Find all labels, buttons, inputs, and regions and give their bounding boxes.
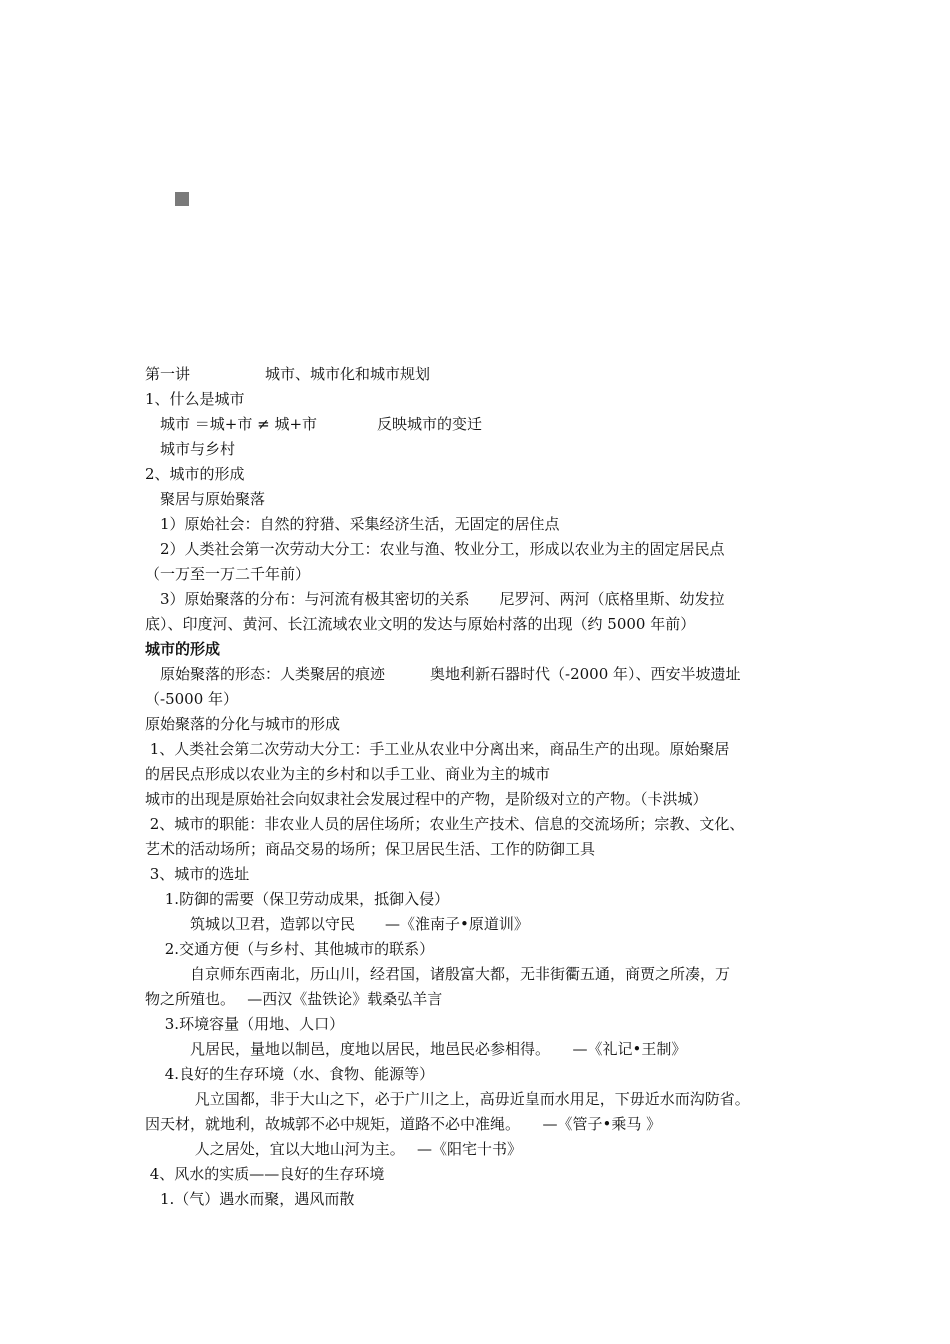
text-line: 1、人类社会第二次劳动大分工：手工业从农业中分离出来，商品生产的出现。原始聚居 (145, 740, 730, 758)
text-line: 3、城市的选址 (145, 865, 250, 883)
text-line: 1、什么是城市 (145, 390, 245, 408)
text-line: 自京师东西南北，历山川，经君国，诸殷富大都，无非街衢五通，商贾之所凑，万 (145, 965, 731, 983)
text-line: 2、城市的形成 (145, 465, 245, 483)
text-line: 聚居与原始聚落 (145, 490, 266, 508)
text-line: 4.良好的生存环境（水、食物、能源等） (145, 1065, 435, 1083)
text-line: 3.环境容量（用地、人口） (145, 1015, 345, 1033)
text-line: 2）人类社会第一次劳动大分工：农业与渔、牧业分工，形成以农业为主的固定居民点 (145, 540, 725, 558)
section-heading: 城市的形成 (145, 640, 221, 658)
text-line: 3）原始聚落的分布：与河流有极其密切的关系 尼罗河、两河（底格里斯、幼发拉 (145, 590, 725, 608)
text-line: 1.（气）遇水而聚，遇风而散 (145, 1190, 355, 1208)
document-body (145, 362, 825, 1212)
text-line: 艺术的活动场所；商品交易的场所；保卫居民生活、工作的防御工具 (145, 840, 596, 858)
text-line: 城市 ＝城+市 ≠ 城+市 反映城市的变迁 (145, 415, 483, 433)
text-line: 城市与乡村 (145, 440, 236, 458)
text-line: 城市的出现是原始社会向奴隶社会发展过程中的产物，是阶级对立的产物。（卡洪城） (145, 790, 708, 808)
text-line: 底）、印度河、黄河、长江流域农业文明的发达与原始村落的出现（约 5000 年前） (145, 615, 696, 633)
text-line: 1）原始社会：自然的狩猎、采集经济生活，无固定的居住点 (145, 515, 560, 533)
text-line: 凡立国都，非于大山之下，必于广川之上，高毋近皇而水用足，下毋近水而沟防省。 (145, 1090, 750, 1108)
text-line: 物之所殖也。 —西汉《盐铁论》载桑弘羊言 (145, 990, 443, 1008)
text-line: 4、风水的实质——良好的生存环境 (145, 1165, 385, 1183)
text-line: （-5000 年） (145, 690, 239, 708)
square-bullet-icon (175, 192, 189, 206)
text-line: （一万至一万二千年前） (145, 565, 311, 583)
text-line: 2.交通方便（与乡村、其他城市的联系） (145, 940, 435, 958)
text-line: 人之居处，宜以大地山河为主。 —《阳宅十书》 (145, 1140, 523, 1158)
text-line: 因天材，就地利，故城郭不必中规矩，道路不必中准绳。 —《管子•乘马 》 (145, 1115, 662, 1133)
text-line: 原始聚落的分化与城市的形成 (145, 715, 341, 733)
text-line: 筑城以卫君，造郭以守民 —《淮南子•原道训》 (145, 915, 529, 933)
text-line: 的居民点形成以农业为主的乡村和以手工业、商业为主的城市 (145, 765, 551, 783)
text-line: 原始聚落的形态：人类聚居的痕迹 奥地利新石器时代（-2000 年）、西安半坡遗址 (145, 665, 741, 683)
text-line: 凡居民，量地以制邑，度地以居民，地邑民必参相得。 —《礼记•王制》 (145, 1040, 687, 1058)
text-line: 2、城市的职能：非农业人员的居住场所；农业生产技术、信息的交流场所；宗教、文化、 (145, 815, 745, 833)
text-line: 1.防御的需要（保卫劳动成果，抵御入侵） (145, 890, 450, 908)
text-line: 第一讲 城市、城市化和城市规划 (145, 365, 431, 383)
